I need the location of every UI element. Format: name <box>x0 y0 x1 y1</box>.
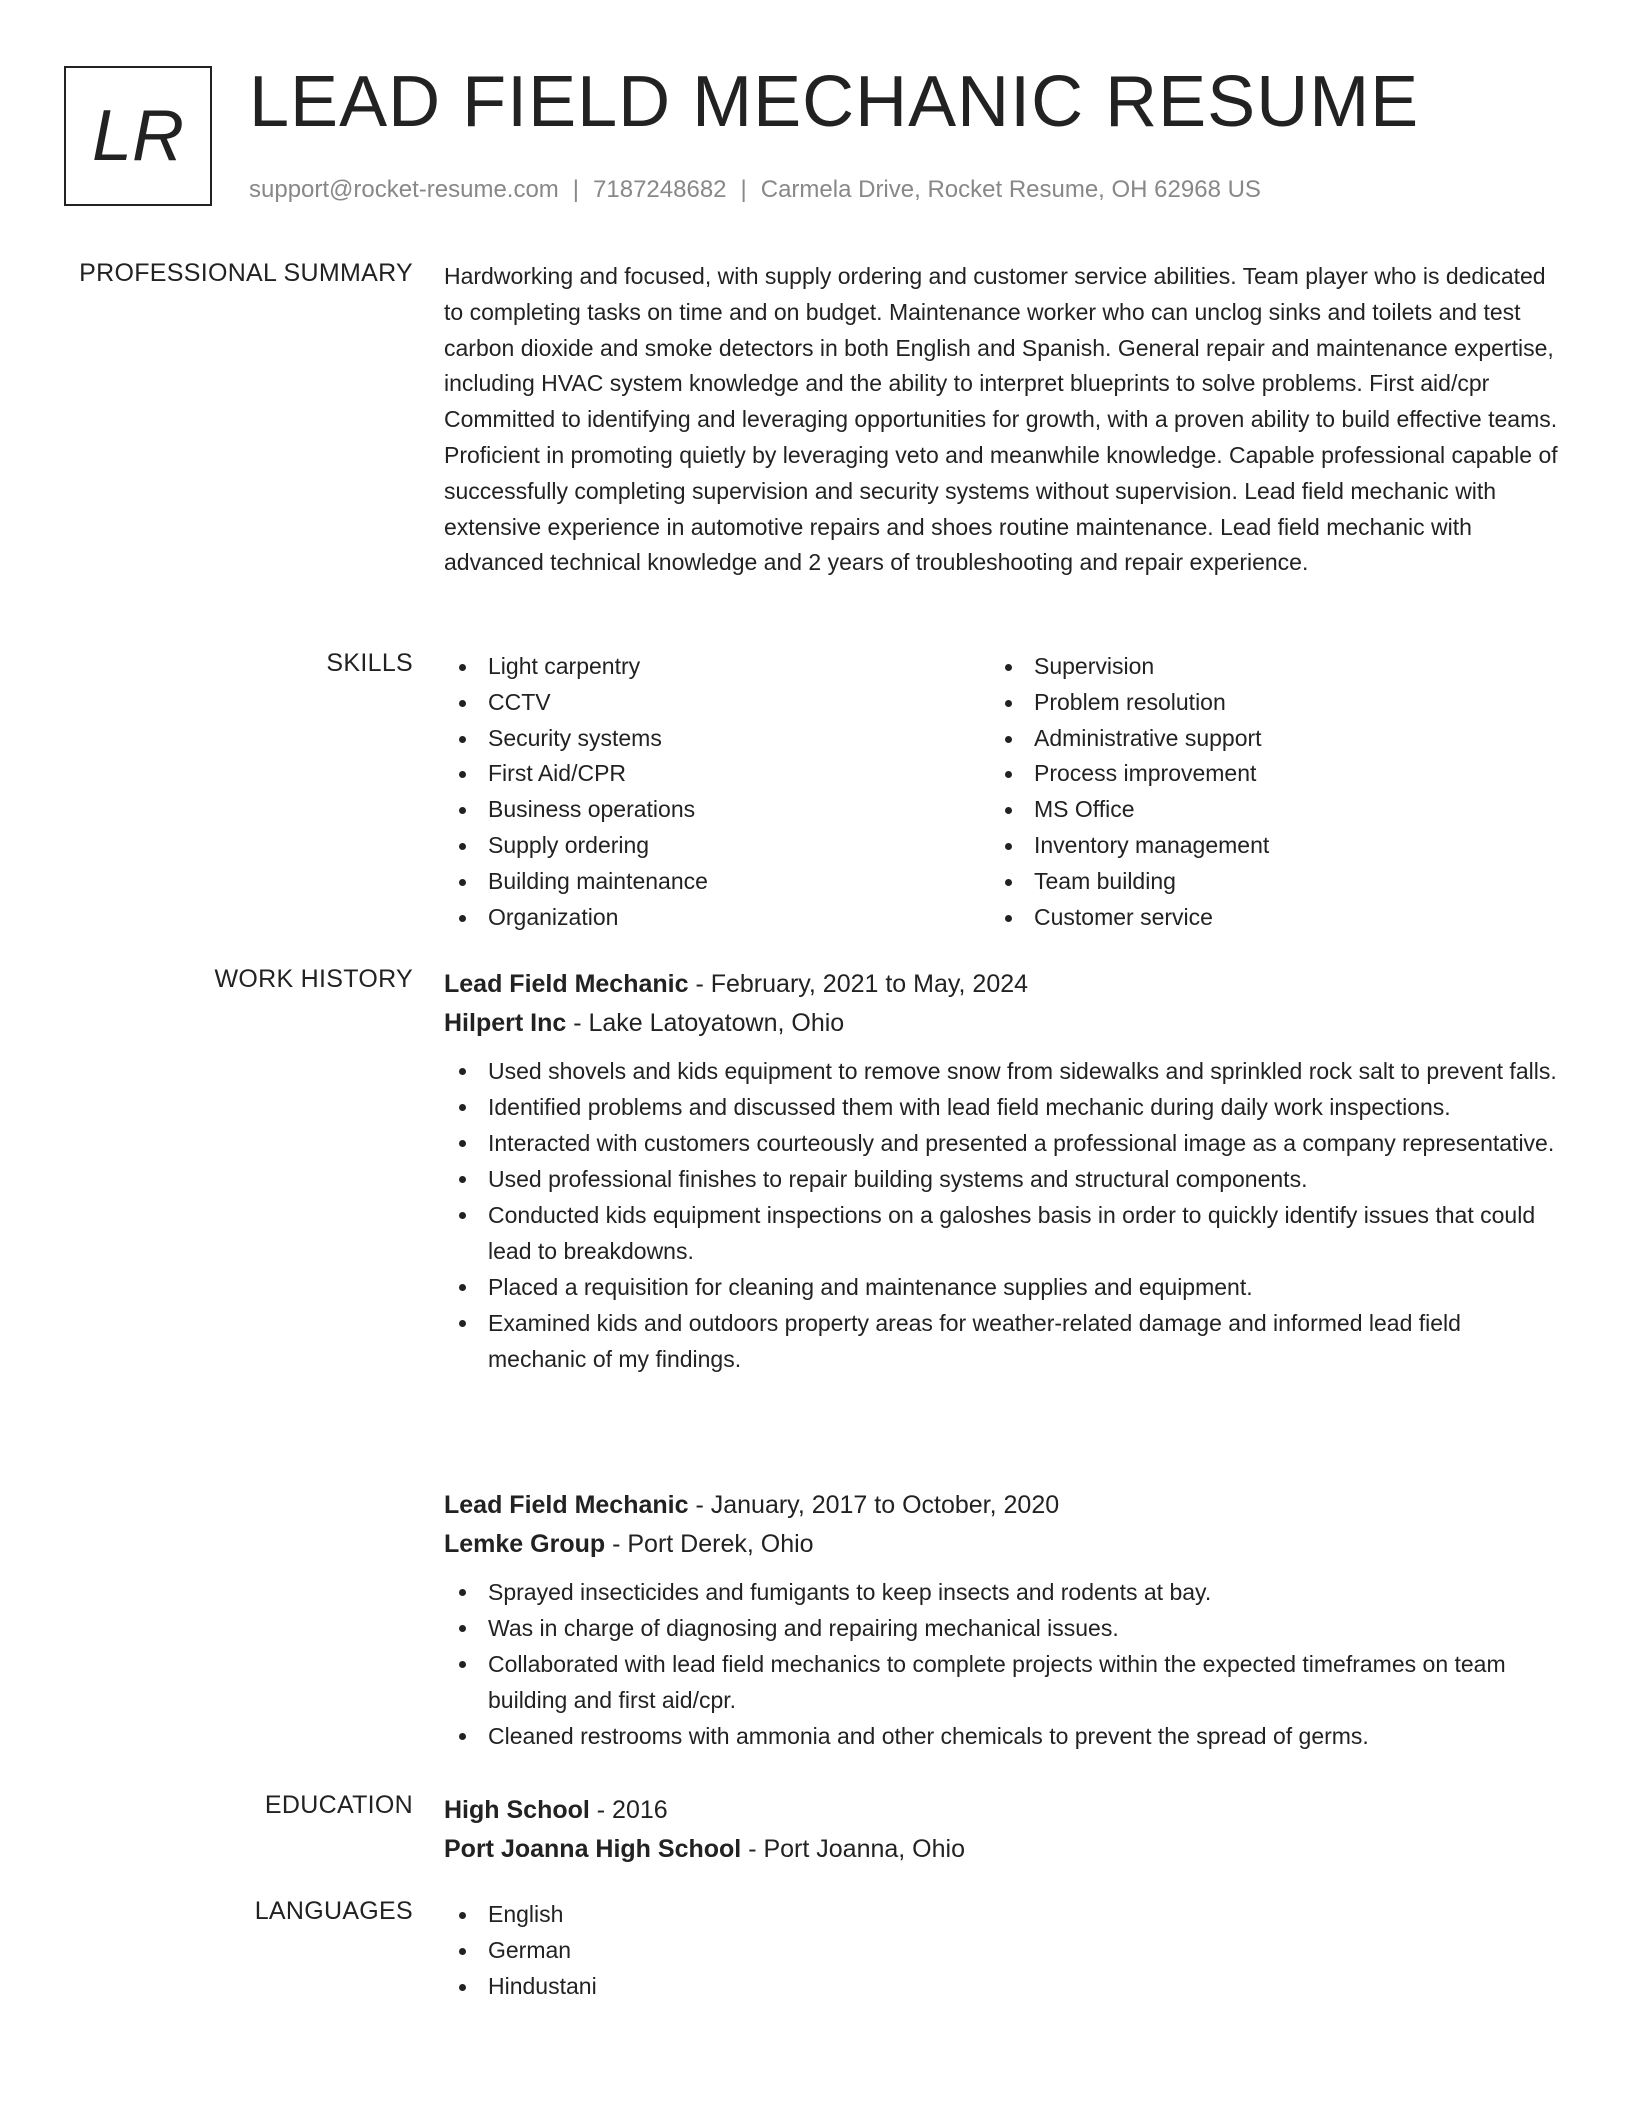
section-title-summary: PROFESSIONAL SUMMARY <box>79 259 413 287</box>
initials-monogram: LR <box>64 66 212 206</box>
summary-body <box>444 259 1564 581</box>
section-title-skills: SKILLS <box>326 649 413 677</box>
education-school-line <box>444 1830 1564 1869</box>
job-bullet: Was in charge of diagnosing and repairing mechanical issues. <box>444 1610 1564 1646</box>
job-company: Hilpert Inc <box>444 1009 567 1037</box>
job-dates: - January, 2017 to October, 2020 <box>688 1491 1060 1519</box>
skill-item: Supervision <box>990 649 1536 685</box>
job-title-line <box>444 1486 1564 1525</box>
contact-separator: | <box>572 176 580 203</box>
skill-item: Business operations <box>444 792 990 828</box>
job-location: - Lake Latoyatown, Ohio <box>566 1009 845 1037</box>
job-bullet: Cleaned restrooms with ammonia and other chemicals to prevent the spread of germs. <box>444 1718 1564 1754</box>
education-location: - Port Joanna, Ohio <box>741 1835 965 1863</box>
job-title-line <box>444 965 1564 1004</box>
job-bullet: Collaborated with lead field mechanics to complete projects within the expected timeframes on team building and first aid/cpr. <box>444 1646 1564 1718</box>
job-role: Lead Field Mechanic <box>444 970 689 998</box>
job-dates: - February, 2021 to May, 2024 <box>688 970 1029 998</box>
education-school: Port Joanna High School <box>444 1835 742 1863</box>
education-year: - 2016 <box>589 1796 668 1824</box>
section-title-education: EDUCATION <box>264 1791 413 1819</box>
job-bullet: Used shovels and kids equipment to remove snow from sidewalks and sprinkled rock salt to prevent falls. <box>444 1053 1564 1089</box>
job-bullet: Identified problems and discussed them with lead field mechanic during daily work inspections. <box>444 1089 1564 1125</box>
job-bullets <box>444 1053 1564 1377</box>
contact-phone: 7187248682 <box>593 176 727 203</box>
skill-item: CCTV <box>444 685 990 721</box>
skill-item: Building maintenance <box>444 864 990 900</box>
job-bullets <box>444 1574 1564 1754</box>
skill-item: Problem resolution <box>990 685 1536 721</box>
section-title-work-history: WORK HISTORY <box>214 965 413 993</box>
skill-item: Administrative support <box>990 721 1536 757</box>
job-role: Lead Field Mechanic <box>444 1491 689 1519</box>
skills-list-left <box>444 649 990 935</box>
job-bullet: Conducted kids equipment inspections on a galoshes basis in order to quickly identify issues that could lead to breakdowns. <box>444 1197 1564 1269</box>
skill-item: Inventory management <box>990 828 1536 864</box>
contact-line <box>249 176 1261 204</box>
language-item: German <box>444 1933 1564 1969</box>
job-entry <box>444 965 1564 1377</box>
contact-address: Carmela Drive, Rocket Resume, OH 62968 US <box>760 176 1261 203</box>
job-bullet: Placed a requisition for cleaning and maintenance supplies and equipment. <box>444 1269 1564 1305</box>
job-entry <box>444 1486 1564 1754</box>
education-degree-line <box>444 1791 1564 1830</box>
education-degree: High School <box>444 1796 590 1824</box>
work-history-body <box>444 965 1564 1749</box>
skill-item: Organization <box>444 900 990 936</box>
languages-body <box>444 1897 1564 2004</box>
job-company: Lemke Group <box>444 1530 606 1558</box>
education-body <box>444 1791 1564 1869</box>
job-bullet: Interacted with customers courteously and presented a professional image as a company representative. <box>444 1125 1564 1161</box>
job-location: - Port Derek, Ohio <box>605 1530 814 1558</box>
skill-item: MS Office <box>990 792 1536 828</box>
skill-item: Team building <box>990 864 1536 900</box>
job-company-line <box>444 1004 1564 1043</box>
resume-title: LEAD FIELD MECHANIC RESUME <box>249 62 1420 142</box>
summary-text: Hardworking and focused, with supply ordering and customer service abilities. Team player who is dedicated to completing tasks on time and on budget. Maintenance worker who can unclog sinks and toilets and test carbon dioxide and smoke detectors in both English and Spanish. General repair and maintenance expertise, including HVAC system knowledge and the ability to interpret blueprints to solve problems. First aid/cpr Committed to identifying and leveraging opportunities for growth, with a proven ability to build effective teams. Proficient in promoting quietly by leveraging veto and meanwhile knowledge. Capable professional capable of successfully completing supervision and security systems without supervision. Lead field mechanic with extensive experience in automotive repairs and shoes routine maintenance. Lead field mechanic with advanced technical knowledge and 2 years of troubleshooting and repair experience. <box>444 263 1558 576</box>
skill-item: Light carpentry <box>444 649 990 685</box>
skills-list-right <box>990 649 1536 935</box>
skill-item: Supply ordering <box>444 828 990 864</box>
skills-columns <box>444 649 1564 935</box>
job-bullet: Sprayed insecticides and fumigants to keep insects and rodents at bay. <box>444 1574 1564 1610</box>
job-bullet: Used professional finishes to repair building systems and structural components. <box>444 1161 1564 1197</box>
skill-item: Security systems <box>444 721 990 757</box>
section-title-languages: LANGUAGES <box>254 1897 413 1925</box>
languages-list <box>444 1897 1564 2004</box>
job-bullet: Examined kids and outdoors property areas for weather-related damage and informed lead field mechanic of my findings. <box>444 1305 1564 1377</box>
skill-item: Process improvement <box>990 756 1536 792</box>
job-company-line <box>444 1525 1564 1564</box>
language-item: Hindustani <box>444 1969 1564 2005</box>
contact-separator: | <box>740 176 747 203</box>
contact-email: support@rocket-resume.com <box>249 176 559 203</box>
skill-item: First Aid/CPR <box>444 756 990 792</box>
language-item: English <box>444 1897 1564 1933</box>
skill-item: Customer service <box>990 900 1536 936</box>
